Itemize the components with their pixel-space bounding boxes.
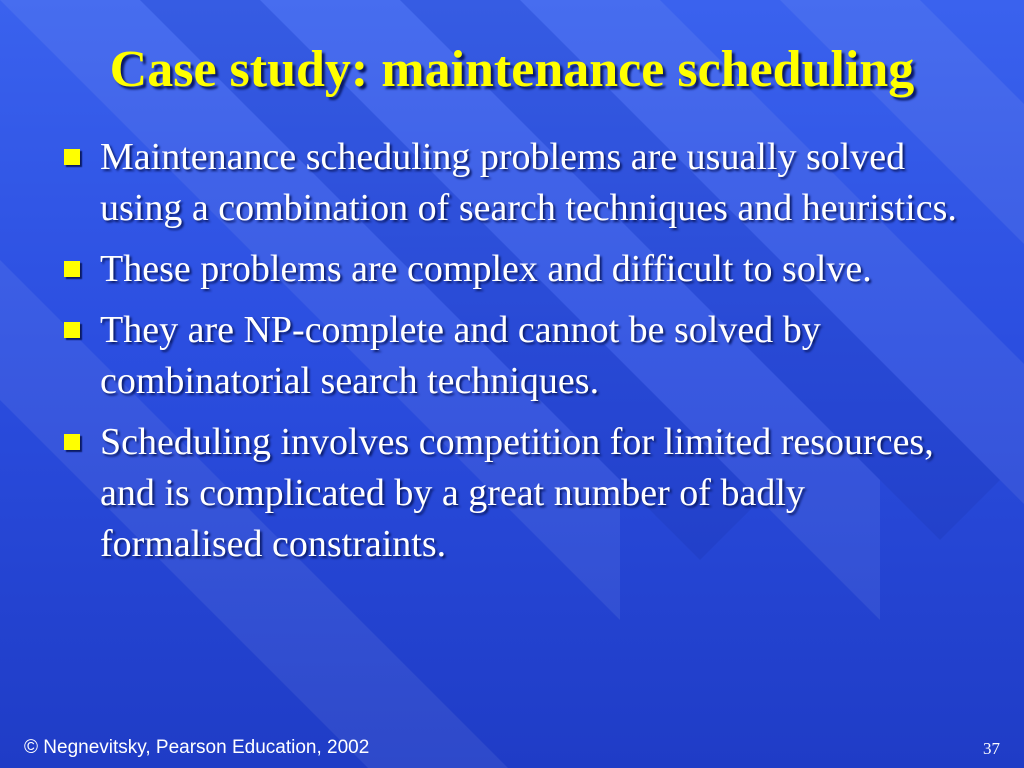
square-bullet-icon: [64, 434, 80, 450]
square-bullet-icon: [64, 261, 80, 277]
page-number: 37: [983, 739, 1000, 758]
bullet-item: [60, 305, 960, 407]
square-bullet-icon: [64, 149, 80, 165]
bullet-item: [60, 244, 960, 295]
bullet-text: Scheduling involves competition for limited resources, and is complicated by a great number of badly formalised constraints.: [100, 421, 934, 565]
bullet-text: Maintenance scheduling problems are usually solved using a combination of search techniques and heuristics.: [100, 136, 957, 229]
square-bullet-icon: [64, 322, 80, 338]
bullet-text: They are NP-complete and cannot be solved by combinatorial search techniques.: [100, 309, 821, 402]
bullet-item: [60, 132, 960, 234]
bullet-item: [60, 417, 960, 570]
footer-copyright: © Negnevitsky, Pearson Education, 2002: [24, 737, 370, 758]
bullet-text: These problems are complex and difficult to solve.: [100, 248, 872, 290]
slide-title: Case study: maintenance scheduling: [109, 41, 915, 98]
bullet-list: [60, 132, 960, 580]
